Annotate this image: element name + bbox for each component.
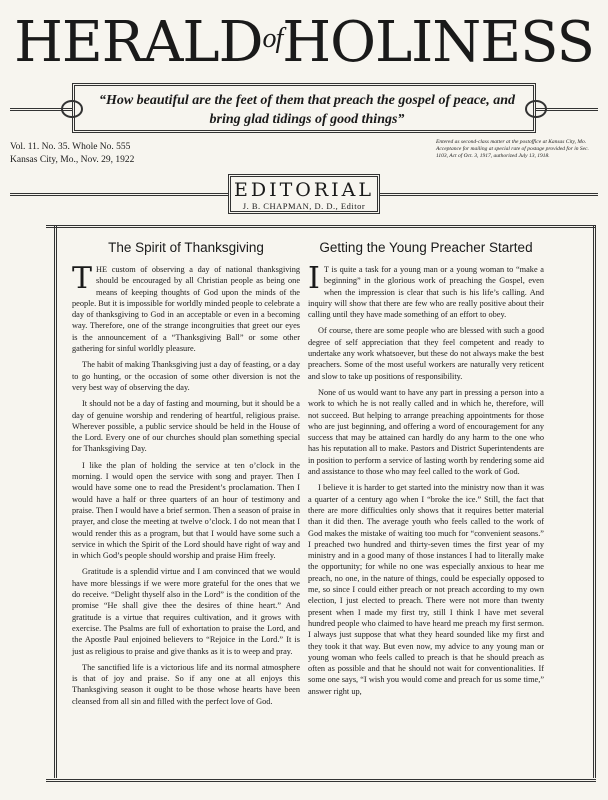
frame-border-left [54, 225, 57, 778]
editorial-rule-right [380, 193, 598, 196]
article-left-paragraph: The habit of making Thanksgiving just a day of feasting, or a day to go hunting, or the occasion of some other diversion is not the very best way of observing the day. [72, 360, 300, 392]
issue-info [10, 141, 134, 167]
editorial-byline: J. B. CHAPMAN, D. D., Editor [242, 201, 366, 211]
frame-border-top [46, 225, 596, 228]
dropcap: I [308, 261, 320, 296]
article-right-paragraph: Of course, there are some people who are blessed with such a good degree of self appreciation that they feel competent and ready to undertake any work whatsoever, but these do not always make the best preachers. Some of the most useful workers are naturally very reticent and slow to take up positions of responsibility. [308, 326, 544, 381]
scroll-ornament-right-icon [525, 100, 547, 118]
entry-notice: Entered as second-class matter at the postoffice at Kansas City, Mo. Acceptance for mailing at special rate of postage provided for in Sec. 1103, Act of Oct. 3, 1917, authorized July 13, 1918. [436, 139, 589, 159]
frame-border-bottom [46, 779, 596, 782]
motto-line-1: “How beautiful are the feet of them that preach the gospel of peace, and [98, 93, 516, 108]
masthead-title-left: HERALD [14, 10, 263, 75]
editorial-rule-left [10, 193, 228, 196]
article-left-paragraph: THE custom of observing a day of national thanksgiving should be encouraged by all Christian people as being one means of keeping thoughts of God upon the minds of the people. But it is impossible for worldly minded people to celebrate a day of thanksgiving to God in an acceptable or even in a becoming way. Therefore, one of the strange incongruities that greet our eyes is the announcement of a “Thanksgiving Ball” or some other gathering for sinful worldly pleasure. [72, 261, 300, 354]
article-left-paragraph: It should not be a day of fasting and mourning, but it should be a day of genuine worship and rendering of heartful, religious praise. Wherever possible, a public service should be held in the House of the Lord. Every one of our churches should plan something special for Thanksgiving Day. [72, 399, 300, 454]
article-left-title: The Spirit of Thanksgiving [108, 240, 264, 255]
dropcap: T [72, 261, 93, 296]
article-right [308, 240, 544, 702]
article-left-paragraph: Gratitude is a splendid virtue and I am convinced that we would have more blessings if we were more grateful for the ones that we do receive. “Delight thyself also in the Lord” is the condition of the promise “He shall give thee the desires of thine heart.” And gratitude is a virtue that requires cultivation, and it grows with exercise. The Psalms are full of exhortation to praise the Lord, and the Apostle Paul enjoined believers to “Rejoice in the Lord.” It is just as religious to praise and give thanks as it is to weep and pray. [72, 567, 300, 656]
editorial-header [228, 174, 380, 214]
masthead-title-right: HOLINESS [282, 10, 594, 75]
scroll-ornament-left-icon [61, 100, 83, 118]
frame-border-right [593, 225, 596, 778]
article-left [72, 240, 300, 712]
motto-text [95, 91, 519, 129]
masthead-title-of: of [262, 23, 283, 54]
article-right-paragraph: I believe it is harder to get started into the ministry now than it was a quarter of a century ago when I “broke the ice.” Still, the fact that there are more difficulties only shows that it requires better material than it did then. The average youth who feels called to the work of God makes the mistake of waiting too much for “convenient seasons.” I preached two hundred and thirty-seven times the first year of my ministry and in a good many of those instances I had to literally make the opportunity; for while no one was especially anxious to hear me preach, no one, in the nature of things, could be especially opposed to me, so since I could either preach or not preach according to my own election, I just elected to preach. There were not more than twenty present when I made my first try, still I think I have met several hundred people who claimed to have heard me preach my first sermon. I always just suppose that what they heard sounded like my first and they took it that way. But even now, my advice to any young man or young woman who feels called to preach is that he should preach as often as possible and that he should not wait for conventionalities. If some one says, “I wish you would come and preach for us some time,” answer right up, [308, 483, 544, 696]
editorial-heading: EDITORIAL [233, 179, 374, 201]
article-right-paragraph: I T is quite a task for a young man or a young woman to “make a beginning” in the glorious work of preaching the Gospel, even when the impression is clear that such is his life’s calling. And inquiry will show that there are few who are really positive about their calling until they have made something of an effort to obey. [308, 261, 544, 320]
motto-banner [72, 83, 536, 133]
motto-line-2: bring glad tidings of good things” [209, 112, 405, 127]
article-right-paragraph: None of us would want to have any part in pressing a person into a work to which he is not really called and in which he, therefore, will not succeed. But helping to arrange preaching appointments for those who are just beginning, and offering a word of encouragement for any success that may be attained can hardly do any harm to the one who has his reputation all to make. Pastors and District Superintendents are in position to perform a service of lasting worth by rendering some aid and assistance to those who may feel called to the work of God. [308, 387, 544, 477]
masthead-title [0, 8, 608, 74]
volume-line: Vol. 11. No. 35. Whole No. 555 [10, 142, 131, 152]
article-right-title: Getting the Young Preacher Started [319, 240, 533, 255]
article-left-paragraph: The sanctified life is a victorious life and its normal atmosphere is that of joy and praise. So if any one at all enjoys this Thanksgiving season it ought to be those whose hearts have been cleansed from all sin and filled with the perfect love of God. [72, 662, 300, 706]
article-left-paragraph: I like the plan of holding the service at ten o’clock in the morning. I would open the service with song and prayer. Then I would have some one to read the President’s proclamation. Then I would have a half or three quarters of an hour of testimony and praise. Then I would have a brief sermon. Then a season of praise in prayer, and close the meeting at twelve o’clock. I do not mean that I would render this as a program, but that I would have some such a service in which the Spirit of the Lord should have right of way and in which God’s people should worship and praise Him freely. [72, 460, 300, 561]
place-date: Kansas City, Mo., Nov. 29, 1922 [10, 155, 135, 165]
